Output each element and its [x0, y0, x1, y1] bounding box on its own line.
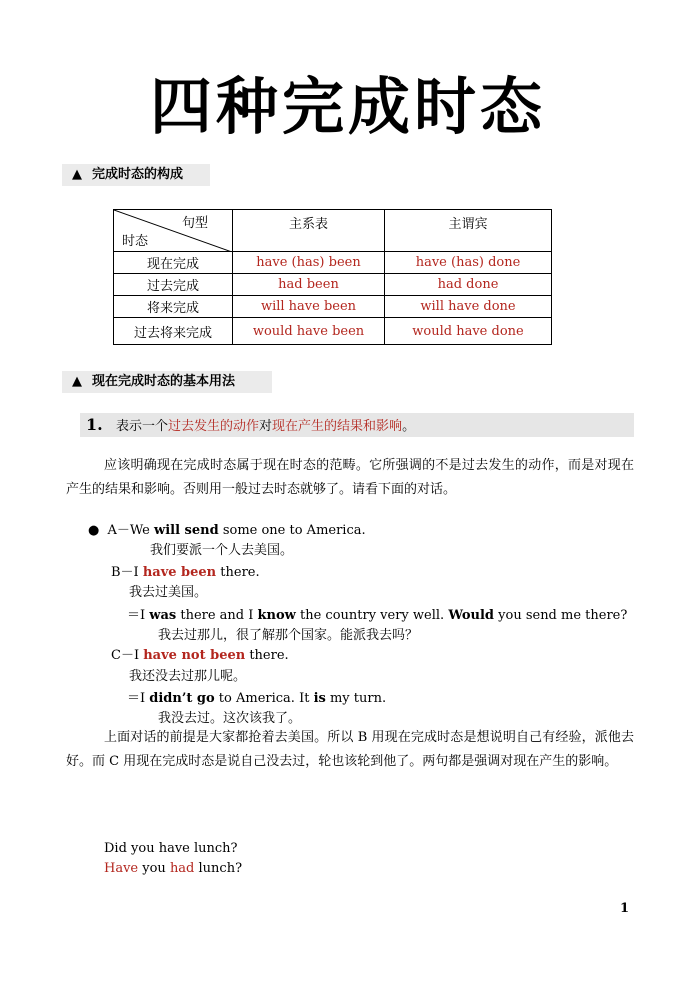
point-text: 表示一个 [116, 419, 169, 434]
section-heading-label: 现在完成时态的基本用法 [92, 374, 236, 389]
page-title: 四种完成时态 [149, 70, 546, 143]
example-highlight: had [169, 861, 195, 876]
point-highlight: 过去发生的动作 [168, 419, 260, 434]
triangle-icon: ▲ [72, 374, 82, 389]
dialog-highlight: have not been [143, 648, 246, 663]
tense-cell: 将来完成 [114, 296, 233, 318]
dialog-text: some one to America. [218, 523, 366, 538]
table-row [114, 252, 552, 274]
dialog-text: ＝I [127, 608, 150, 623]
dialog-highlight: have been [142, 565, 217, 580]
dialog-text: my turn. [325, 691, 387, 706]
section-heading-label: 完成时态的构成 [92, 167, 184, 182]
dialog-text: A－We [107, 523, 155, 538]
example-line-2 [104, 859, 242, 879]
table-cell: will have been [233, 296, 385, 318]
dialog-bold: didn’t go [149, 691, 215, 706]
dialog-bold: was [149, 608, 177, 623]
table-row [114, 274, 552, 296]
table-cell: would have been [233, 318, 385, 345]
dialog-line-b2 [127, 606, 627, 626]
triangle-icon: ▲ [72, 167, 82, 182]
dialog-bold: know [257, 608, 296, 623]
dialog-text: you send me there? [494, 608, 628, 623]
dialog-line-c [111, 646, 289, 666]
bullet-icon: ● [88, 523, 100, 538]
section-heading-usage [62, 371, 272, 393]
column-header: 主系表 [233, 210, 385, 252]
point-highlight: 现在产生的结果和影响 [272, 419, 403, 434]
table-cell: have (has) done [385, 252, 552, 274]
corner-top-label: 句型 [181, 216, 208, 231]
table-row [114, 296, 552, 318]
tense-table [113, 209, 552, 345]
dialog-text: there. [216, 565, 260, 580]
dialog-translation: 我们要派一个人去美国。 [150, 543, 294, 558]
point-text: 对 [259, 419, 273, 434]
table-corner-cell [114, 210, 233, 252]
dialog-translation: 我去过那儿，很了解那个国家。能派我去吗？ [158, 628, 419, 643]
point-number: 1. [86, 415, 103, 434]
dialog-translation: 我去过美国。 [129, 585, 208, 600]
table-row [114, 318, 552, 345]
dialog-translation: 我还没去过那儿呢。 [129, 669, 247, 684]
example-text: lunch? [194, 861, 243, 876]
example-highlight: Have [104, 861, 139, 876]
page-number: 1 [620, 901, 630, 916]
example-text: you [138, 861, 170, 876]
dialog-text: there and I [176, 608, 258, 623]
table-cell: had been [233, 274, 385, 296]
tense-cell: 过去将来完成 [114, 318, 233, 345]
corner-bottom-label: 时态 [122, 234, 149, 249]
dialog-text: to America. It [214, 691, 314, 706]
usage-point-1 [80, 413, 634, 437]
dialog-line-c2 [127, 689, 386, 709]
dialog-text: there. [245, 648, 289, 663]
tense-cell: 现在完成 [114, 252, 233, 274]
dialog-translation: 我没去过。这次该我了。 [158, 711, 302, 726]
table-cell: have (has) been [233, 252, 385, 274]
section-heading-composition [62, 164, 210, 186]
tense-cell: 过去完成 [114, 274, 233, 296]
table-cell: would have done [385, 318, 552, 345]
point-text: 。 [402, 419, 416, 434]
paragraph-intro: 应该明确现在完成时态属于现在时态的范畴。它所强调的不是过去发生的动作，而是对现在产生的结果和影响。否则用一般过去时态就够了。请看下面的对话。 [66, 458, 634, 497]
dialog-bold: is [313, 691, 326, 706]
dialog-text: ＝I [127, 691, 150, 706]
dialog-bold: will send [154, 523, 219, 538]
column-header: 主谓宾 [385, 210, 552, 252]
table-cell: will have done [385, 296, 552, 318]
dialog-bold: Would [448, 608, 495, 623]
dialog-line-b [111, 563, 260, 583]
paragraph-explanation: 上面对话的前提是大家都抢着去美国。所以 B 用现在完成时态是想说明自己有经验，派他去好。而 C 用现在完成时态是说自己没去过，轮也该轮到他了。两句都是强调对现在产生的影响。 [66, 730, 634, 769]
table-cell: had done [385, 274, 552, 296]
example-line-1: Did you have lunch? [104, 841, 238, 856]
dialog-text: C－I [111, 648, 144, 663]
dialog-text: B－I [111, 565, 143, 580]
dialog-text: the country very well. [295, 608, 449, 623]
dialog-line-a [88, 521, 366, 541]
